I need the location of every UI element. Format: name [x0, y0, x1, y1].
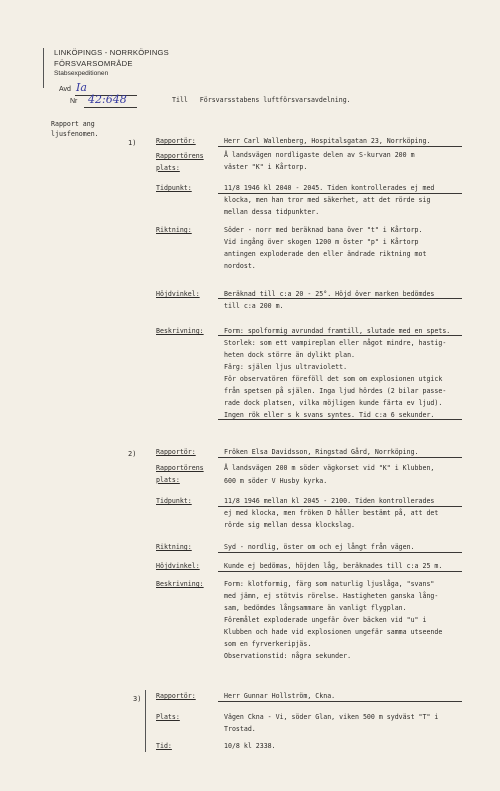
report-2-tidpunkt-line: 11/8 1946 mellan kl 2045 - 2100. Tiden kontrollerades	[224, 497, 435, 505]
report-2-riktning-label: Riktning:	[156, 543, 192, 551]
report-1-plats-label: Rapportörens plats:	[156, 152, 204, 172]
avd-label: Avd	[59, 86, 71, 93]
report-3-number: 3)	[133, 695, 142, 703]
report-2-beskrivning-line: Form: klotformig, färg som naturlig ljuslåga, "svans"	[224, 580, 435, 588]
report-3-plats-line: Vägen Ckna - Vi, söder Glan, viken 500 m sydväst "T" i	[224, 713, 439, 721]
report-1-rapportor-line: Herr Carl Wallenberg, Hospitalsgatan 23, Norrköping.	[224, 137, 431, 145]
report-2-rapportor-label: Rapportör:	[156, 448, 196, 456]
report-1-riktning-line: Vid ingång över skogen 1200 m öster "p" i Kårtorp	[224, 238, 419, 246]
report-1-rapportor-label: Rapportör:	[156, 137, 196, 145]
report-3-tid-label: Tid:	[156, 742, 172, 750]
report-2-rapportor-rule	[218, 457, 462, 458]
letterhead-line3: Stabsexpeditionen	[54, 70, 109, 77]
letterhead-line2: FÖRSVARSOMRÅDE	[54, 59, 133, 68]
report-3-plats-line: Trostad.	[224, 725, 256, 733]
report-1-beskrivning-label: Beskrivning:	[156, 327, 204, 335]
report-1-hojdvinkel-rule	[218, 298, 462, 299]
report-3-margin-bar	[145, 690, 146, 752]
report-2-beskrivning-line: Klubben och hade vid explosionen ungefär samma utseende	[224, 628, 443, 636]
report-2-riktning-rule	[218, 552, 462, 553]
avd-value: Ia	[76, 81, 87, 94]
report-2-hojdvinkel-rule	[218, 571, 462, 572]
report-1-tidpunkt-line: 11/8 1946 kl 2040 - 2045. Tiden kontrollerades ej med	[224, 184, 435, 192]
report-1-hojdvinkel-label: Höjdvinkel:	[156, 290, 200, 298]
report-2-tidpunkt-label: Tidpunkt:	[156, 497, 192, 505]
report-1-beskrivning-line: Ingen rök eller s k svans syntes. Tid c:a 6 sekunder.	[224, 411, 435, 419]
report-1-beskrivning-line: från spetsen på själen. Inga ljud hördes (2 bilar passe-	[224, 387, 447, 395]
report-1-tidpunkt-label: Tidpunkt:	[156, 184, 192, 192]
report-3-rapportor-line: Herr Gunnar Hollström, Ckna.	[224, 692, 336, 700]
report-1-hojdvinkel-line: till c:a 200 m.	[224, 302, 284, 310]
report-2-tidpunkt-line: ej med klocka, men fröken D håller bestämt på, att det	[224, 509, 439, 517]
report-1-riktning-line: antingen exploderade den eller ändrade riktning mot	[224, 250, 427, 258]
report-1-tidpunkt-line: klocka, men han tror med säkerhet, att det rörde sig	[224, 196, 431, 204]
report-1-riktning-line: nordost.	[224, 262, 256, 270]
report-2-beskrivning-line: Föremålet exploderade ungefär över bäcken vid "u" i	[224, 616, 427, 624]
addressee: Till Försvarsstabens luftförsvarsavdelning.	[172, 96, 351, 104]
report-1-beskrivning-line: Färg: själen ljus ultraviolett.	[224, 363, 348, 371]
report-3-plats-label: Plats:	[156, 713, 180, 721]
report-2-plats-line: 600 m söder V Husby kyrka.	[224, 477, 328, 485]
report-1-beskrivning-line: Storlek: som ett vampireplan eller något mindre, hastig-	[224, 339, 447, 347]
report-2-hojdvinkel-label: Höjdvinkel:	[156, 562, 200, 570]
report-1-beskrivning-rule	[218, 335, 462, 336]
report-1-plats-line: Å landsvägen nordligaste delen av S-kurvan 200 m	[224, 151, 415, 159]
report-3-rapportor-rule	[218, 701, 462, 702]
report-1-tidpunkt-rule	[218, 193, 462, 194]
report-2-plats-label: Rapportörens plats:	[156, 464, 204, 484]
report-1-beskrivning-line: heten dock större än dylikt plan.	[224, 351, 356, 359]
report-2-tidpunkt-rule	[218, 506, 462, 507]
report-1-riktning-label: Riktning:	[156, 226, 192, 234]
report-1-beskrivning-rule	[218, 419, 462, 420]
report-1-rapportor-rule	[218, 146, 462, 147]
report-1-hojdvinkel-line: Beräknad till c:a 20 - 25°. Höjd över marken bedömdes	[224, 290, 435, 298]
report-2-rapportor-line: Fröken Elsa Davidsson, Ringstad Gård, Norrköping.	[224, 448, 419, 456]
subject-line1: Rapport ang	[51, 120, 95, 128]
nr-underline	[84, 107, 137, 108]
report-1-number: 1)	[128, 139, 137, 147]
subject-line2: ljusfenomen.	[51, 130, 99, 138]
report-1-beskrivning-line: Form: spolformig avrundad framtill, slutade med en spets.	[224, 327, 451, 335]
report-1-plats-line: väster "K" i Kårtorp.	[224, 163, 308, 171]
report-1-riktning-line: Söder - norr med beräknad bana över "t" i Kårtorp.	[224, 226, 423, 234]
report-2-number: 2)	[128, 450, 137, 458]
report-2-beskrivning-line: som en fyrverkeripjäs.	[224, 640, 312, 648]
report-2-hojdvinkel-line: Kunde ej bedömas, höjden låg, beräknades till c:a 25 m.	[224, 562, 443, 570]
report-3-rapportor-label: Rapportör:	[156, 692, 196, 700]
report-1-tidpunkt-line: mellan dessa tidpunkter.	[224, 208, 320, 216]
report-2-beskrivning-line: Observationstid: några sekunder.	[224, 652, 352, 660]
report-2-plats-line: Å landsvägen 200 m söder vägkorset vid "K" i Klubben,	[224, 464, 435, 472]
nr-label: Nr	[70, 98, 78, 105]
report-2-beskrivning-line: med jämn, ej stötvis rörelse. Hastigheten ganska lång-	[224, 592, 439, 600]
report-1-beskrivning-line: rade dock platsen, vilka möjligen kunde färta ev ljud).	[224, 399, 443, 407]
report-2-beskrivning-line: sam, bedömdes långsammare än vanligt flygplan.	[224, 604, 407, 612]
report-2-riktning-line: Syd - nordlig, öster om och ej långt från vägen.	[224, 543, 415, 551]
report-2-beskrivning-label: Beskrivning:	[156, 580, 204, 588]
report-3-tid-line: 10/8 kl 2338.	[224, 742, 276, 750]
nr-value: 42:648	[88, 93, 127, 106]
letterhead-margin-bar	[43, 48, 44, 88]
report-2-tidpunkt-line: rörde sig mellan dessa klockslag.	[224, 521, 356, 529]
report-1-beskrivning-line: För observatören föreföll det som om explosionen utgick	[224, 375, 443, 383]
letterhead-line1: LINKÖPINGS - NORRKÖPINGS	[54, 48, 169, 57]
